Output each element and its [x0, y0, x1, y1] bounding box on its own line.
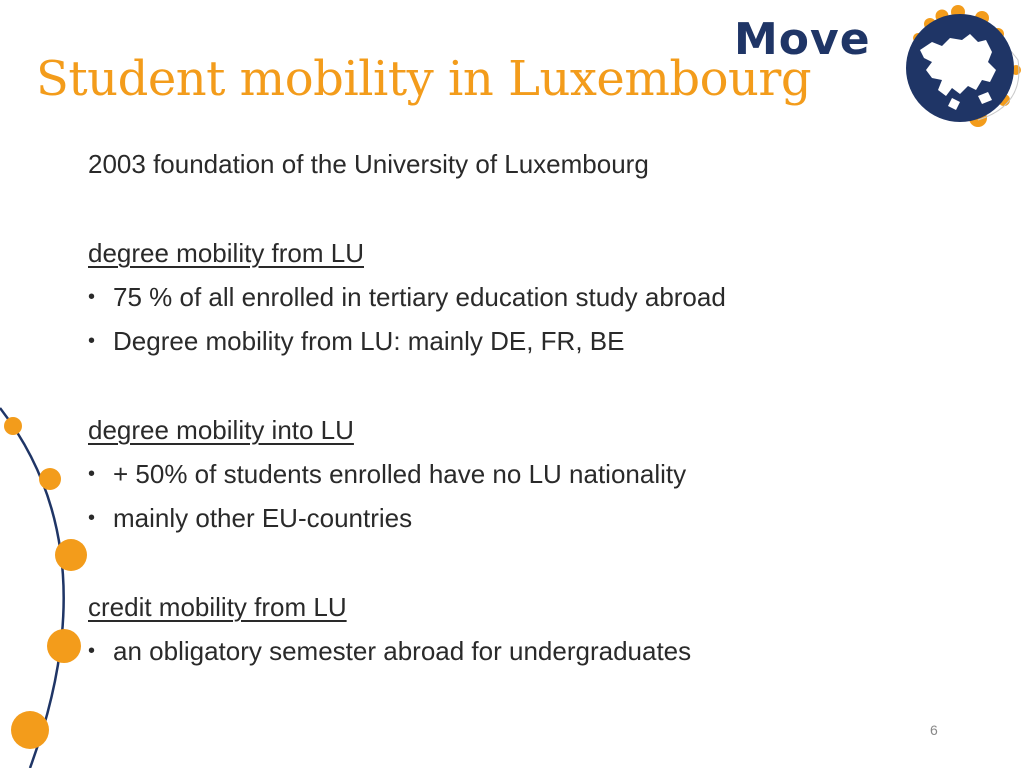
bullet-item	[88, 629, 968, 673]
bullet-text: an obligatory semester abroad for undergraduates	[113, 636, 692, 667]
intro-text: 2003 foundation of the University of Luxembourg	[88, 149, 649, 179]
bullet-item	[88, 496, 968, 540]
decorative-dots-icon	[4, 417, 87, 749]
bullet-icon: •	[88, 507, 96, 530]
section-heading-degree-into: degree mobility into LU	[88, 414, 354, 445]
bullet-text: Degree mobility from LU: mainly DE, FR, BE	[113, 326, 625, 357]
bullet-icon: •	[88, 285, 96, 308]
bullet-text: + 50% of students enrolled have no LU nationality	[113, 459, 687, 490]
section-heading-credit-from: credit mobility from LU	[88, 591, 347, 622]
logo-wordmark: Move	[734, 14, 871, 65]
bullet-item	[88, 452, 968, 496]
bullet-icon: •	[88, 330, 96, 353]
slide-title: Student mobility in Luxembourg	[36, 51, 812, 107]
bullet-icon: •	[88, 640, 96, 663]
bullet-text: mainly other EU-countries	[113, 503, 413, 534]
slide-content	[88, 142, 968, 674]
section-heading-degree-from: degree mobility from LU	[88, 237, 364, 268]
globe-europe-icon	[906, 14, 1014, 122]
bullet-item	[88, 275, 968, 319]
page-number: 6	[930, 722, 938, 738]
bullet-icon: •	[88, 463, 96, 486]
bullet-text: 75 % of all enrolled in tertiary education study abroad	[113, 281, 726, 312]
bullet-item	[88, 319, 968, 363]
